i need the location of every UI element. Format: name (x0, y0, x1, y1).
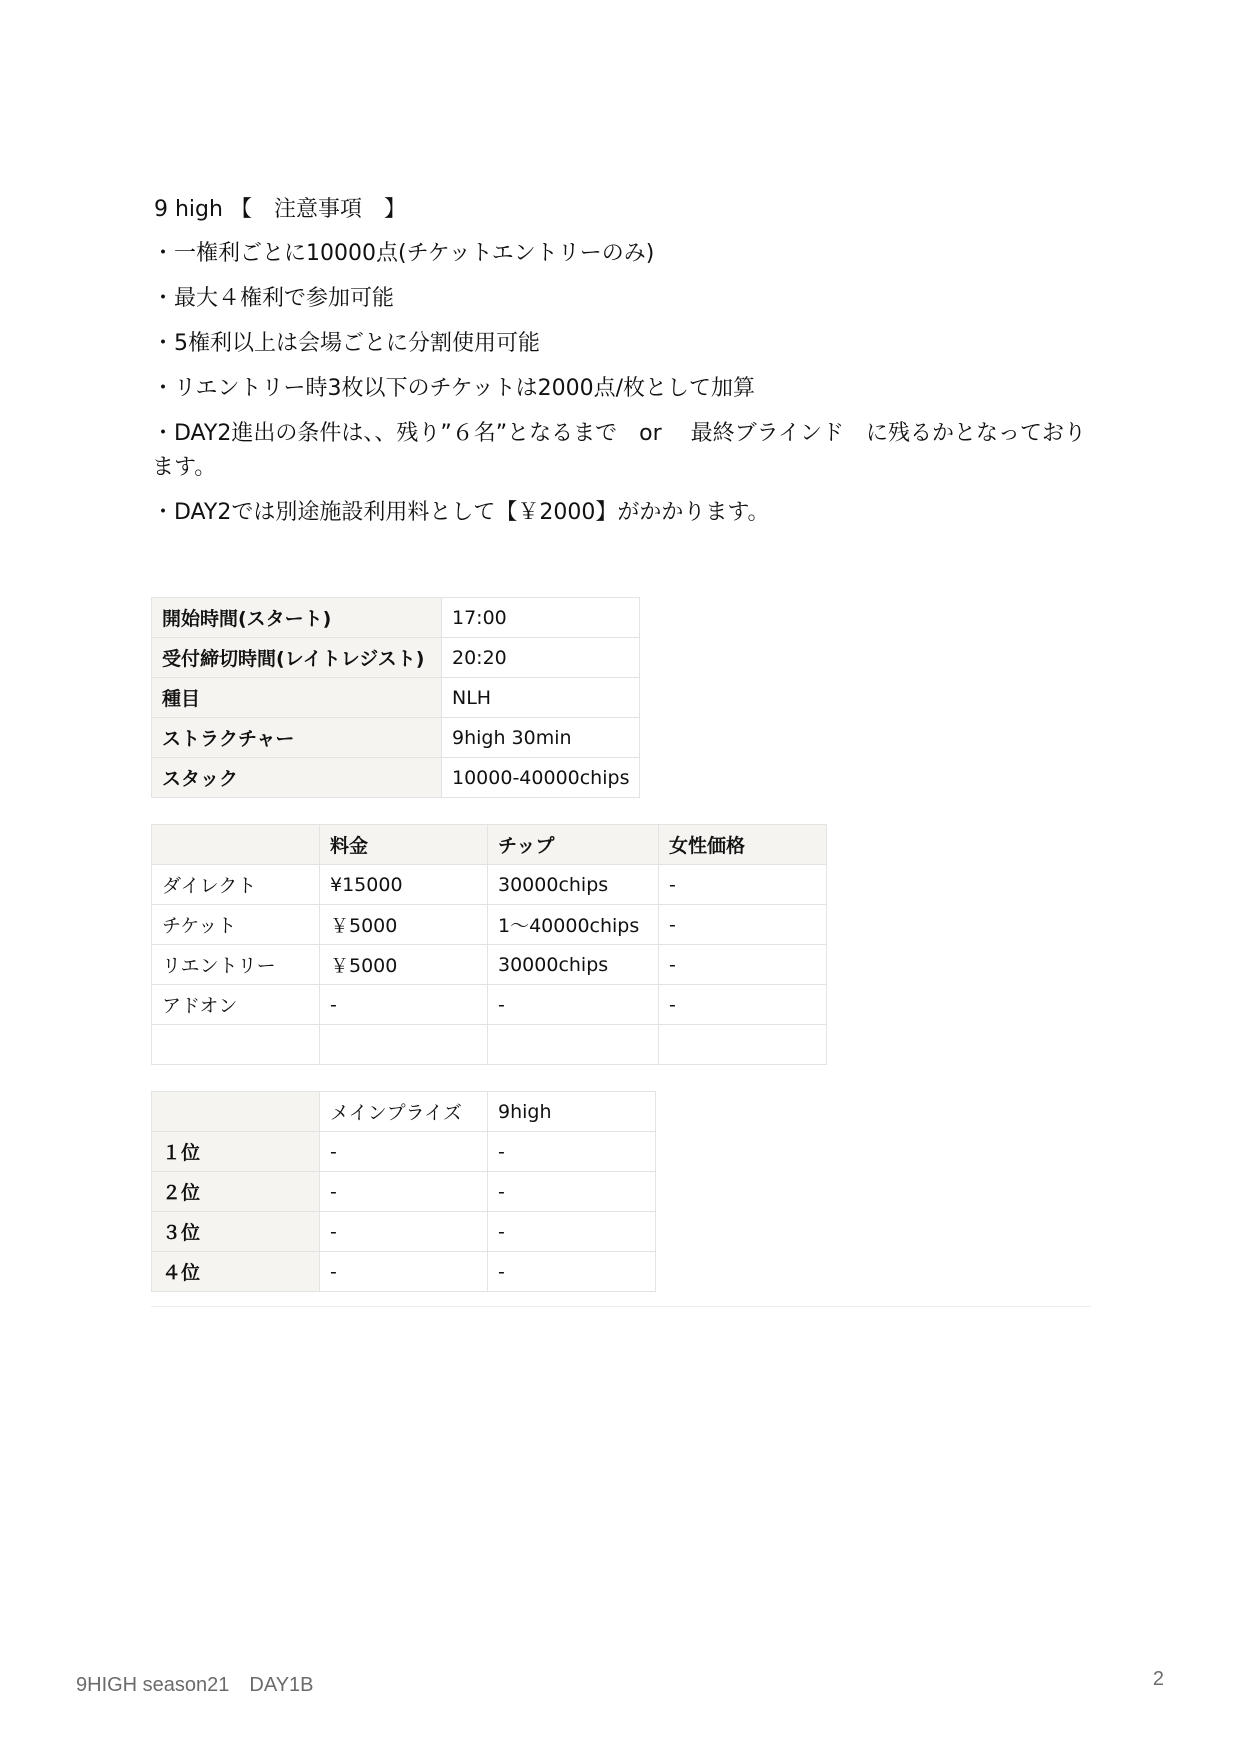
fees-cell: - (320, 985, 488, 1025)
prize-header-cell (152, 1092, 320, 1132)
prize-cell: - (320, 1132, 488, 1172)
table-row (152, 1132, 656, 1172)
fees-header-cell: チップ (488, 825, 659, 865)
fees-cell: リエントリー (152, 945, 320, 985)
fees-cell: - (659, 905, 827, 945)
notes-section (152, 192, 1092, 541)
fees-cell: 1〜40000chips (488, 905, 659, 945)
prize-cell: - (488, 1172, 656, 1212)
prize-rank-cell: １位 (152, 1132, 320, 1172)
event-label-cell: スタック (152, 758, 442, 798)
table-row (152, 678, 640, 718)
table-row (152, 718, 640, 758)
table-row (152, 865, 827, 905)
note-line: ・最大４権利で参加可能 (152, 286, 395, 311)
prize-cell: - (320, 1172, 488, 1212)
fees-cell: - (659, 945, 827, 985)
table-row (152, 945, 827, 985)
notes-title: 9 high 【 注意事項 】 (154, 197, 406, 222)
table-row (152, 758, 640, 798)
prize-cell: - (488, 1252, 656, 1292)
table-row (152, 985, 827, 1025)
event-label-cell: 開始時間(スタート) (152, 598, 442, 638)
prize-header-cell: 9high (488, 1092, 656, 1132)
prize-rank-cell: ３位 (152, 1212, 320, 1252)
table-header-row (152, 1092, 656, 1132)
fees-cell: アドオン (152, 985, 320, 1025)
fees-cell (659, 1025, 827, 1065)
fees-cell: ダイレクト (152, 865, 320, 905)
fees-cell: ¥15000 (320, 865, 488, 905)
note-line: ・リエントリー時3枚以下のチケットは2000点/枚として加算 (152, 376, 755, 401)
note-line: ・DAY2進出の条件は、、残り”６名”となるまで or 最終ブラインド に残るかとなっております。 (152, 421, 1086, 480)
note-line: ・5権利以上は会場ごとに分割使用可能 (152, 331, 540, 356)
prize-header-cell: メインプライズ (320, 1092, 488, 1132)
event-value-cell: 10000-40000chips (442, 758, 640, 798)
table-row (152, 905, 827, 945)
prize-cell: - (488, 1132, 656, 1172)
event-info-table (151, 597, 640, 798)
fees-cell: ￥5000 (320, 945, 488, 985)
event-label-cell: 受付締切時間(レイトレジスト) (152, 638, 442, 678)
table-header-row (152, 825, 827, 865)
event-label-cell: 種目 (152, 678, 442, 718)
fees-header-cell: 料金 (320, 825, 488, 865)
event-value-cell: 17:00 (442, 598, 640, 638)
table-row (152, 1212, 656, 1252)
fees-cell (488, 1025, 659, 1065)
fees-cell (320, 1025, 488, 1065)
prize-table (151, 1091, 656, 1292)
fees-cell: - (659, 865, 827, 905)
fees-header-cell: 女性価格 (659, 825, 827, 865)
prize-rank-cell: ２位 (152, 1172, 320, 1212)
table-row (152, 1172, 656, 1212)
note-line: ・DAY2では別途施設利用料として【￥2000】がかかります。 (152, 500, 770, 525)
table-row (152, 598, 640, 638)
fees-header-cell (152, 825, 320, 865)
fees-cell: - (488, 985, 659, 1025)
fees-cell: ￥5000 (320, 905, 488, 945)
event-value-cell: 20:20 (442, 638, 640, 678)
event-value-cell: 9high 30min (442, 718, 640, 758)
section-divider (151, 1306, 1091, 1307)
event-value-cell: NLH (442, 678, 640, 718)
footer-title: 9HIGH season21 DAY1B (76, 1674, 314, 1696)
prize-rank-cell: ４位 (152, 1252, 320, 1292)
fees-cell: 30000chips (488, 945, 659, 985)
fees-table (151, 824, 827, 1065)
page-number: 2 (1152, 1668, 1164, 1690)
fees-cell: チケット (152, 905, 320, 945)
prize-cell: - (488, 1212, 656, 1252)
fees-cell: - (659, 985, 827, 1025)
table-row (152, 638, 640, 678)
fees-cell (152, 1025, 320, 1065)
note-line: ・一権利ごとに10000点(チケットエントリーのみ) (152, 241, 655, 266)
event-label-cell: ストラクチャー (152, 718, 442, 758)
table-row (152, 1252, 656, 1292)
prize-cell: - (320, 1212, 488, 1252)
table-row (152, 1025, 827, 1065)
fees-cell: 30000chips (488, 865, 659, 905)
prize-cell: - (320, 1252, 488, 1292)
